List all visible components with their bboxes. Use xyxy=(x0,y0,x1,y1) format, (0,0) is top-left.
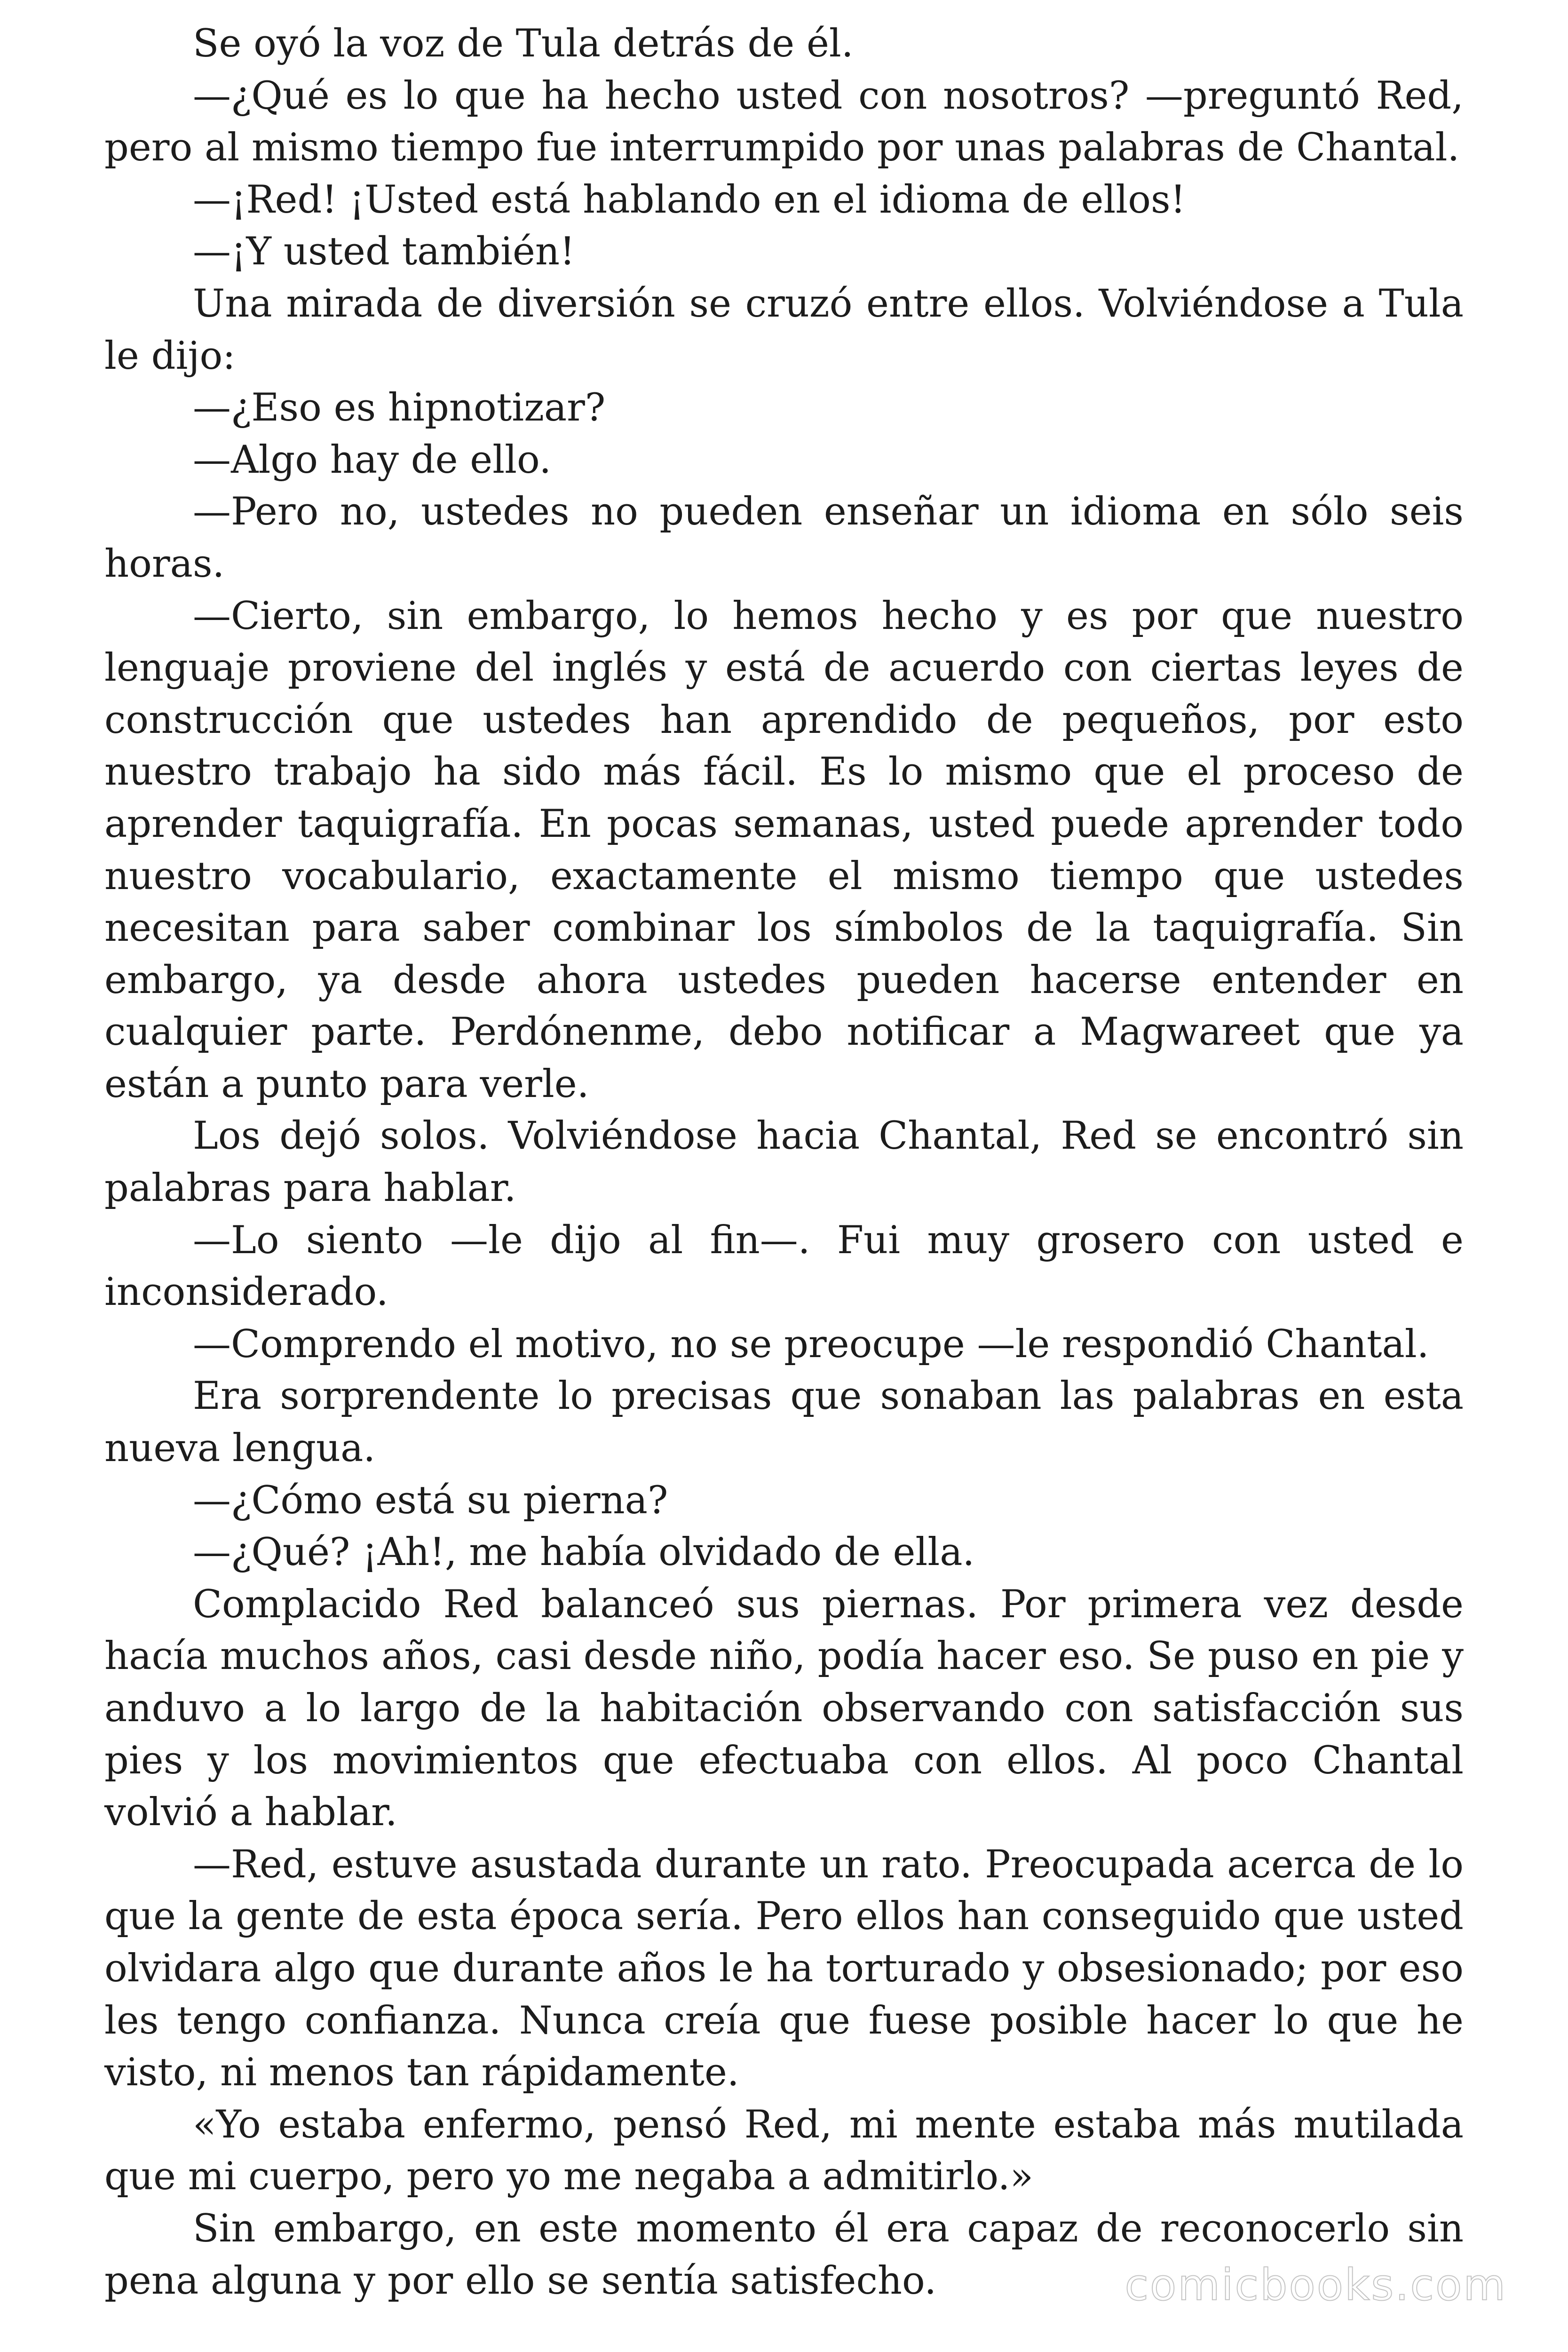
book-page-text xyxy=(104,18,1464,2307)
paragraph: —¿Cómo está su pierna? xyxy=(193,1478,668,1523)
paragraph: Una mirada de diversión se cruzó entre ellos. Volviéndose a Tula le dijo: xyxy=(104,281,1464,378)
paragraph: —¡Red! ¡Usted está hablando en el idioma de ellos! xyxy=(193,177,1186,222)
paragraph: Sin embargo, en este momento él era capaz de reconocerlo sin pena alguna y por ello se sentía satisfecho. xyxy=(104,2206,1464,2303)
paragraph: —Red, estuve asustada durante un rato. Preocupada acerca de lo que la gente de esta época sería. Pero ellos han conseguido que usted olvidara algo que durante años le ha torturado y obsesionado; por eso les tengo confianza. Nunca creía que fuese posible hacer lo que he visto, ni menos tan rápidamente. xyxy=(104,1842,1464,2095)
watermark: comicbooks.com xyxy=(1125,2260,1507,2310)
paragraph: —Cierto, sin embargo, lo hemos hecho y es por que nuestro lenguaje proviene del inglés y está de acuerdo con ciertas leyes de construcción que ustedes han aprendido de pequeños, por esto nuestro trabajo ha sido más fácil. Es lo mismo que el proceso de aprender taquigrafía. En pocas semanas, usted puede aprender todo nuestro vocabulario, exactamente el mismo tiempo que ustedes necesitan para saber combinar los símbolos de la taquigrafía. Sin embargo, ya desde ahora ustedes pueden hacerse entender en cualquier parte. Perdónenme, debo notificar a Magwareet que ya están a punto para verle. xyxy=(104,594,1464,1106)
paragraph: Complacido Red balanceó sus piernas. Por primera vez desde hacía muchos años, casi desde niño, podía hacer eso. Se puso en pie y anduvo a lo largo de la habitación observando con satisfacción sus pies y los movimientos que efectuaba con ellos. Al poco Chantal volvió a hablar. xyxy=(104,1582,1464,1835)
paragraph: —¿Qué es lo que ha hecho usted con nosotros? —preguntó Red, pero al mismo tiempo fue interrumpido por unas palabras de Chantal. xyxy=(104,73,1464,170)
paragraph: Los dejó solos. Volviéndose hacia Chantal, Red se encontró sin palabras para hablar. xyxy=(104,1114,1464,1211)
paragraph: —Comprendo el motivo, no se preocupe —le respondió Chantal. xyxy=(193,1322,1429,1367)
paragraph: —Algo hay de ello. xyxy=(193,437,552,482)
paragraph: —¡Y usted también! xyxy=(193,230,575,274)
paragraph: —¿Qué? ¡Ah!, me había olvidado de ella. xyxy=(193,1530,975,1575)
paragraph: Se oyó la voz de Tula detrás de él. xyxy=(193,22,854,66)
paragraph: —Lo siento —le dijo al fin—. Fui muy grosero con usted e inconsiderado. xyxy=(104,1218,1464,1315)
paragraph: «Yo estaba enfermo, pensó Red, mi mente estaba más mutilada que mi cuerpo, pero yo me negaba a admitirlo.» xyxy=(104,2102,1464,2199)
paragraph: —¿Eso es hipnotizar? xyxy=(193,386,606,430)
paragraph: Era sorprendente lo precisas que sonaban las palabras en esta nueva lengua. xyxy=(104,1374,1464,1471)
paragraph: —Pero no, ustedes no pueden enseñar un idioma en sólo seis horas. xyxy=(104,490,1464,586)
